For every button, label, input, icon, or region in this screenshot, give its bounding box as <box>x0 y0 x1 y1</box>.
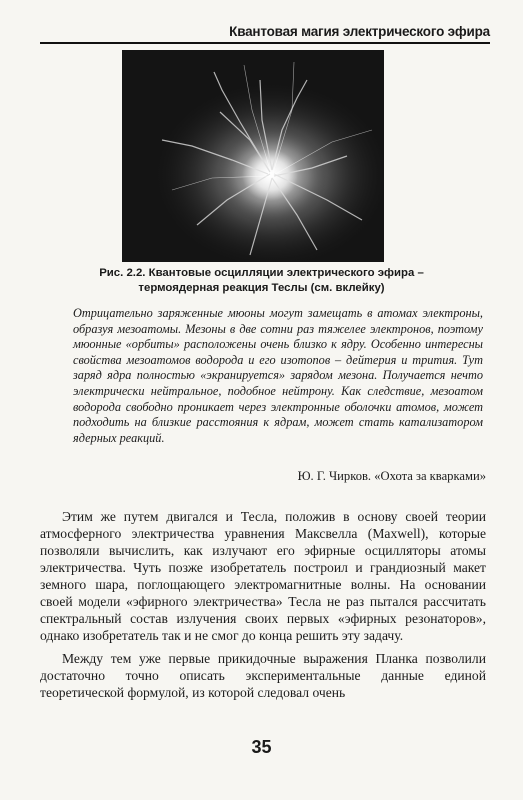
epigraph-text: Отрицательно заряженные мюоны могут замещать в атомах электроны, образуя мезоатомы. Мезоны в две сотни раз тяжелее электронов, поэтому мюонные «орбиты» расположены очень близко к ядру. Особенно интересны свойства мезоатомов водорода и его изотопов – дейтерия и трития. Тут заряд ядра полностью «экранируется» зарядом мезона. Получается нечто электрически нейтральное, подобное нейтрону. Как следствие, мезоатом водорода свободно проникает через электронные оболочки атомов, может подходить на близкие расстояния к ядрам, может стать катализатором ядерных реакций. <box>73 306 483 445</box>
body-text <box>40 508 486 707</box>
figure-image <box>122 50 384 262</box>
epigraph-source: Ю. Г. Чирков. «Охота за кварками» <box>297 469 486 483</box>
caption-line-1: Рис. 2.2. Квантовые осцилляции электрического эфира – <box>99 267 424 279</box>
page-number: 35 <box>251 737 272 757</box>
paragraph: Этим же путем двигался и Тесла, положив в основу своей теории атмосферного электричества уравнения Максвелла (Maxwell), которые позволяли вычислить, как излучают его эфирные осцилляторы атомы электричества. Чуть позже изобретатель построил и грандиозный макет земного шара, поглощающего электромагнитные волны. На основании своей модели «эфирного электричества» Тесла не раз пытался рассчитать спектральный состав излучения своих первых «эфирных резонаторов», однако изобретатель так и не смог до конца решить эту задачу. <box>40 509 486 643</box>
plasma-discharge-illustration <box>122 50 384 262</box>
paragraph: Между тем уже первые прикидочные выражения Планка позволили достаточно точно описать экспериментальные данные единой теоретической формулой, из которой следовал очень <box>40 651 486 700</box>
figure-caption <box>60 266 463 296</box>
caption-line-2: термоядерная реакция Теслы (см. вклейку) <box>138 282 385 294</box>
running-header: Квантовая магия электрического эфира <box>40 24 490 44</box>
